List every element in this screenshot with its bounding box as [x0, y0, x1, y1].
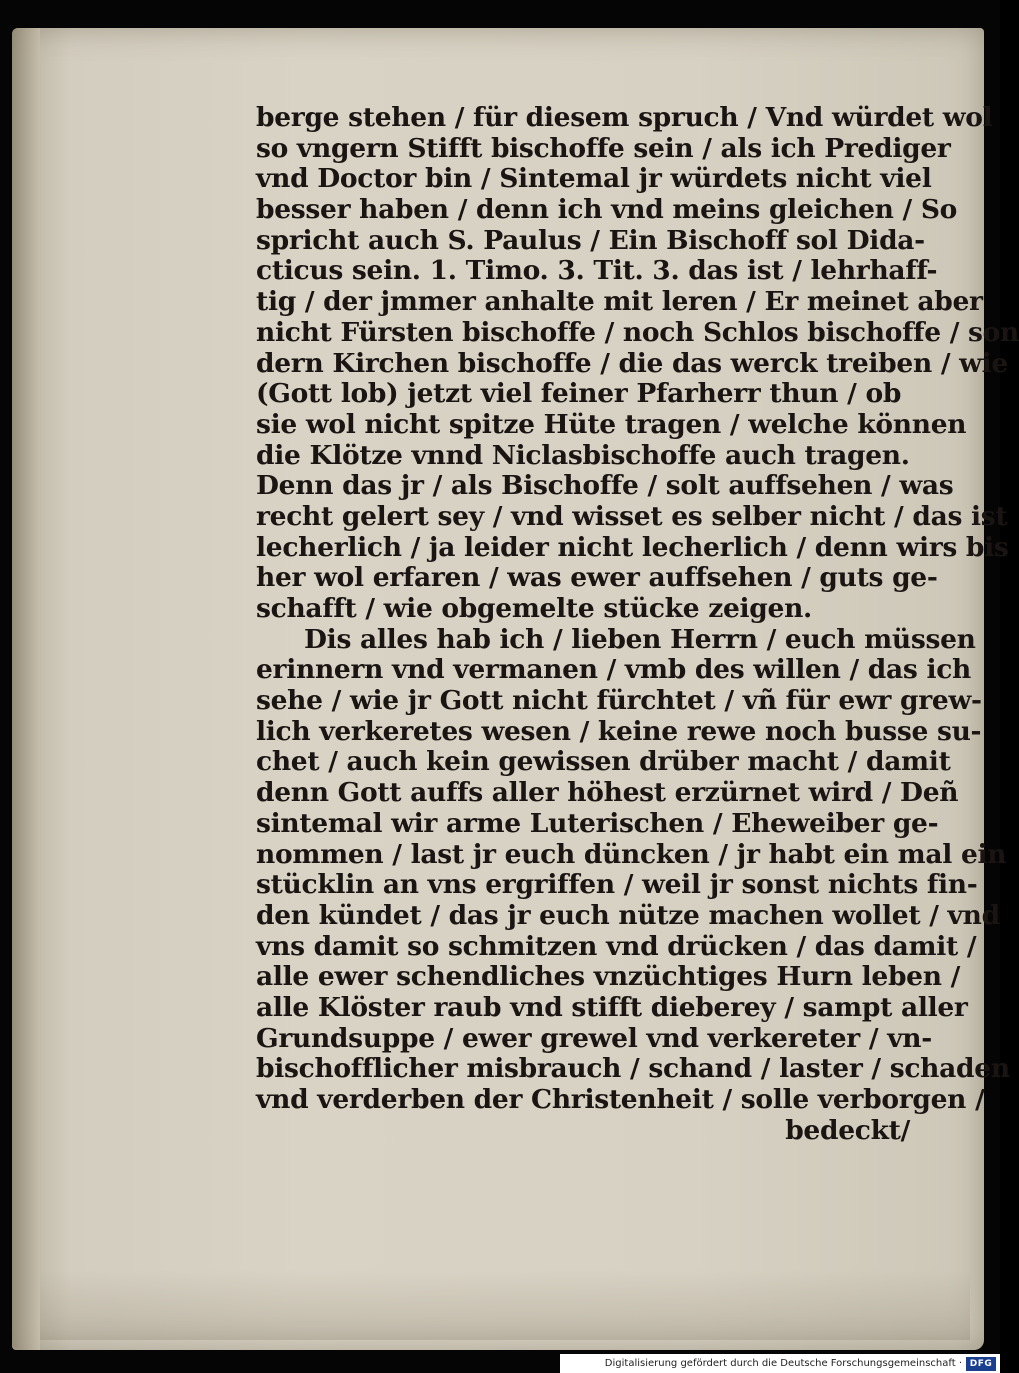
text-line: vnd Doctor bin / Sintemal jr würdets nicht viel: [256, 163, 932, 195]
text-line: lecherlich / ja leider nicht lecherlich / denn wirs bis: [256, 531, 1009, 563]
text-line: nommen / last jr euch düncken / jr habt ein mal ein: [256, 838, 1007, 870]
text-line: Denn das jr / als Bischoffe / solt auffsehen / was: [256, 470, 954, 502]
text-line: (Gott lob) jetzt viel feiner Pfarherr thun / ob: [256, 378, 902, 410]
text-line: stücklin an vns ergriffen / weil jr sonst nichts fin-: [256, 869, 978, 901]
text-line: besser haben / denn ich vnd meins gleichen / So: [256, 194, 958, 226]
funding-credit-text: Digitalisierung gefördert durch die Deutsche Forschungsgemeinschaft ·: [604, 1358, 962, 1369]
catchword: bedeckt/: [785, 1114, 910, 1146]
text-line: lich verkeretes wesen / keine rewe noch busse su-: [256, 715, 982, 747]
text-line: bischofflicher misbrauch / schand / laster / schaden: [256, 1053, 1010, 1085]
text-line: chet / auch kein gewissen drüber macht / damit: [256, 746, 951, 778]
text-line: den kündet / das jr euch nütze machen wollet / vnd: [256, 899, 1000, 931]
text-line: spricht auch S. Paulus / Ein Bischoff sol Dida-: [256, 224, 925, 256]
text-line: sintemal wir arme Luterischen / Eheweiber ge-: [256, 807, 939, 839]
text-line: sehe / wie jr Gott nicht fürchtet / vñ für ewr grew-: [256, 685, 982, 717]
text-line: Grundsuppe / ewer grewel vnd verkereter / vn-: [256, 1022, 932, 1054]
page-wear: [40, 1270, 970, 1340]
dfg-logo-icon: DFG: [966, 1357, 996, 1371]
text-line: erinnern vnd vermanen / vmb des willen / das ich: [256, 654, 972, 686]
text-line: berge stehen / für diesem spruch / Vnd würdet wol: [256, 102, 993, 133]
text-line: nicht Fürsten bischoffe / noch Schlos bischoffe / son: [256, 316, 1019, 348]
text-block: [256, 102, 1019, 1146]
page-edge: [12, 28, 40, 1350]
text-line: cticus sein. 1. Timo. 3. Tit. 3. das ist / lehrhaff-: [256, 255, 938, 287]
text-line: dern Kirchen bischoffe / die das werck treiben / wie: [256, 347, 1008, 379]
text-line: alle ewer schendliches vnzüchtiges Hurn leben /: [256, 961, 961, 993]
text-line: sie wol nicht spitze Hüte tragen / welche können: [256, 408, 967, 440]
text-line: so vngern Stifft bischoffe sein / als ich Prediger: [256, 132, 951, 164]
text-line: vns damit so schmitzen vnd drücken / das damit /: [256, 930, 977, 962]
text-line: recht gelert sey / vnd wisset es selber nicht / das ist: [256, 500, 1008, 532]
text-line: vnd verderben der Christenheit / solle verborgen /: [256, 1084, 985, 1115]
text-line: schafft / wie obgemelte stücke zeigen.: [256, 593, 812, 624]
paragraph-start-line: Dis alles hab ich / lieben Herrn / euch müssen: [304, 623, 976, 655]
funding-credit: [560, 1354, 1000, 1373]
text-line: alle Klöster raub vnd stifft dieberey / sampt aller: [256, 991, 968, 1023]
text-line: her wol erfaren / was ewer auffsehen / guts ge-: [256, 562, 938, 594]
text-line: tig / der jmmer anhalte mit leren / Er meinet aber: [256, 286, 983, 318]
text-line: die Klötze vnnd Niclasbischoffe auch tragen.: [256, 439, 910, 471]
text-line: denn Gott auffs aller höhest erzürnet wird / Deñ: [256, 777, 959, 809]
